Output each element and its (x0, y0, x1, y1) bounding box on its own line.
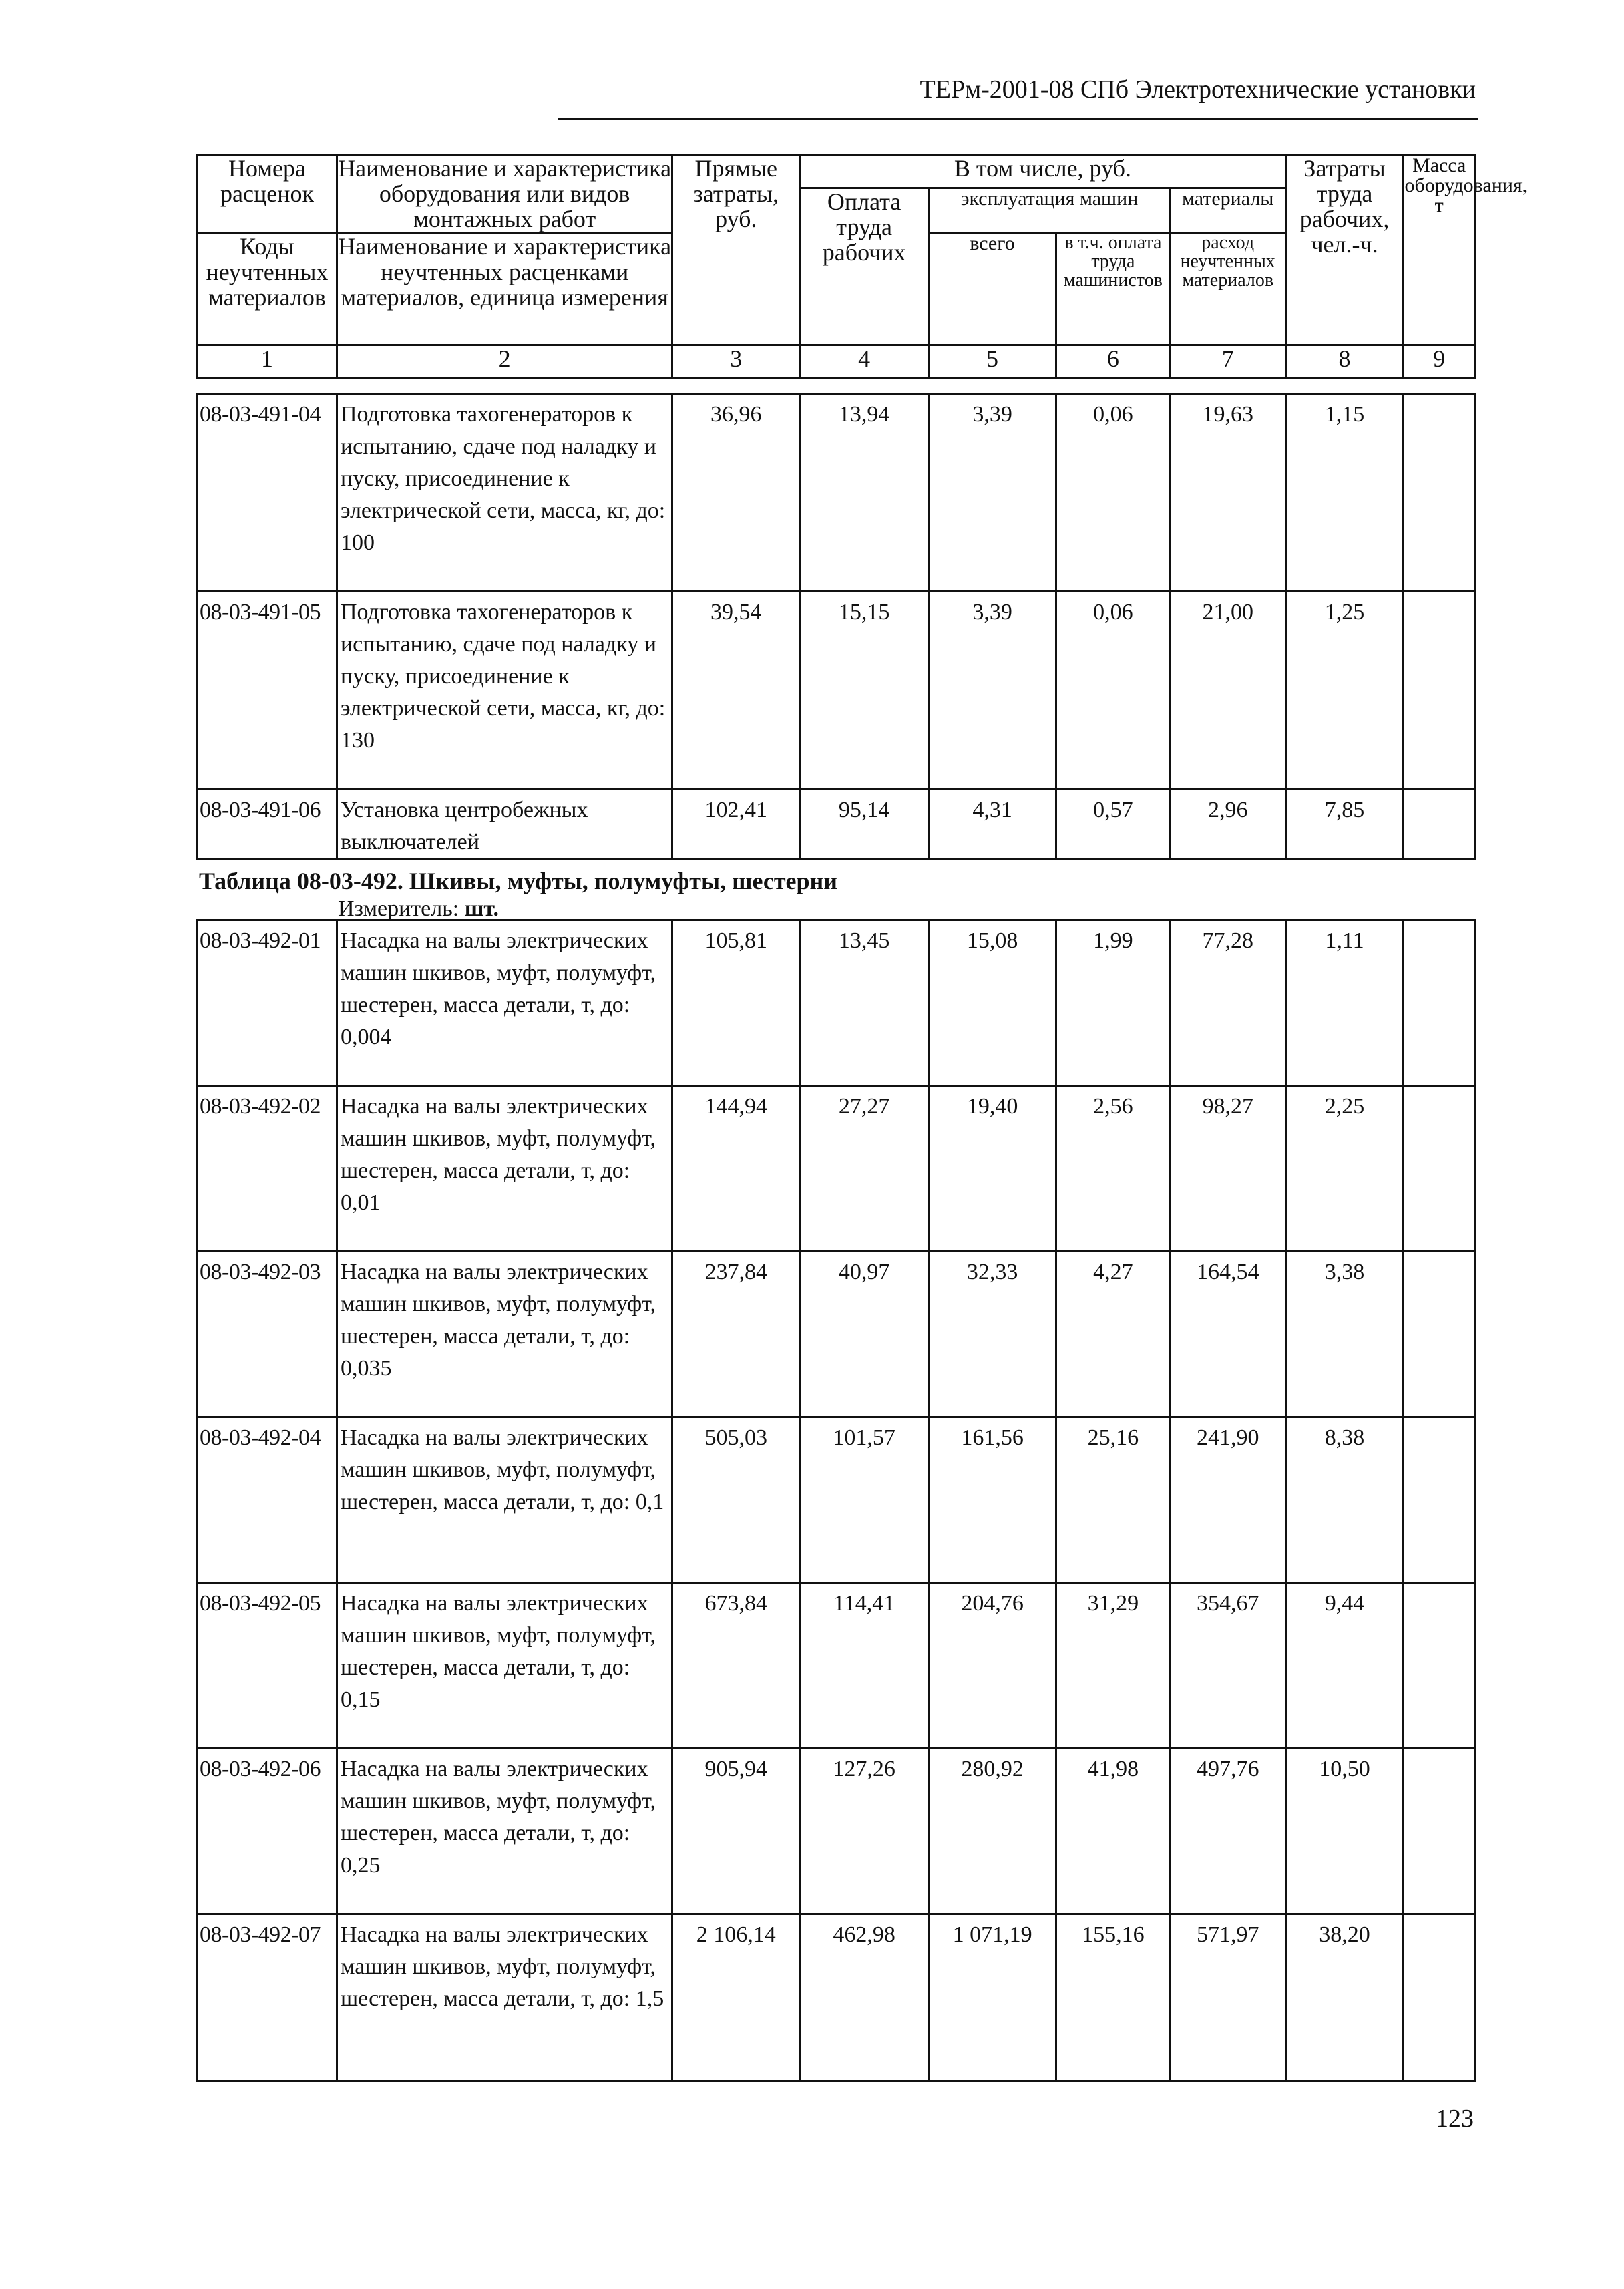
cell-materials: 21,00 (1170, 592, 1285, 789)
cell-machines: 161,56 (929, 1417, 1056, 1583)
cell-direct: 144,94 (672, 1086, 800, 1252)
cell-operators: 2,56 (1056, 1086, 1171, 1252)
col-header-machines-total: всего (929, 233, 1056, 345)
cell-name: Насадка на валы электрических машин шкивов, муфт, полумуфт, шестерен, масса детали, т, до: 0,01 (337, 1086, 672, 1252)
column-number: 7 (1170, 345, 1285, 379)
column-number: 8 (1285, 345, 1404, 379)
cell-machines: 19,40 (929, 1086, 1056, 1252)
cell-hours: 2,25 (1285, 1086, 1404, 1252)
column-number: 1 (198, 345, 337, 379)
table-row (198, 920, 1475, 1086)
cell-direct: 36,96 (672, 394, 800, 592)
cell-mass (1404, 1749, 1475, 1914)
cell-name: Подготовка тахогенераторов к испытанию, сдаче под наладку и пуску, присоединение к электрической сети, масса, кг, до: 130 (337, 592, 672, 789)
cell-hours: 3,38 (1285, 1252, 1404, 1417)
cell-code: 08-03-492-05 (198, 1583, 337, 1749)
column-number: 3 (672, 345, 800, 379)
cell-name: Насадка на валы электрических машин шкивов, муфт, полумуфт, шестерен, масса детали, т, до: 1,5 (337, 1914, 672, 2081)
cell-operators: 0,06 (1056, 592, 1171, 789)
cell-machines: 32,33 (929, 1252, 1056, 1417)
col-header-equipment-mass: Масса оборудования, т (1404, 155, 1475, 345)
col-header-machine-operation: эксплуатация машин (929, 188, 1171, 233)
table-row (198, 1417, 1475, 1583)
cell-materials: 77,28 (1170, 920, 1285, 1086)
cell-labor: 15,15 (800, 592, 929, 789)
cell-labor: 40,97 (800, 1252, 929, 1417)
cell-direct: 905,94 (672, 1749, 800, 1914)
col-header-including: В том числе, руб. (800, 155, 1285, 188)
cell-code: 08-03-492-02 (198, 1086, 337, 1252)
cell-labor: 13,94 (800, 394, 929, 592)
table-caption: Таблица 08-03-492. Шкивы, муфты, полумуфты, шестерни (199, 868, 838, 894)
table-row (198, 1914, 1475, 2081)
cell-materials: 164,54 (1170, 1252, 1285, 1417)
cell-direct: 673,84 (672, 1583, 800, 1749)
col-header-unaccounted-materials: расход неучтенных материалов (1170, 233, 1285, 345)
cell-mass (1404, 920, 1475, 1086)
table-08-03-492 (196, 919, 1476, 2082)
cell-mass (1404, 1252, 1475, 1417)
table-row (198, 1583, 1475, 1749)
table-row (198, 1086, 1475, 1252)
cell-direct: 39,54 (672, 592, 800, 789)
column-number: 6 (1056, 345, 1170, 379)
table-08-03-491 (196, 393, 1476, 860)
cell-materials: 98,27 (1170, 1086, 1285, 1252)
col-header-labor-pay: Оплата труда рабочих (800, 188, 929, 345)
table-row (198, 1252, 1475, 1417)
cell-hours: 10,50 (1285, 1749, 1404, 1914)
col-header-labor-hours: Затраты труда рабочих, чел.-ч. (1285, 155, 1404, 345)
cell-labor: 27,27 (800, 1086, 929, 1252)
table-row (198, 394, 1475, 592)
col-header-operator-pay: в т.ч. оплата труда машинистов (1056, 233, 1170, 345)
cell-code: 08-03-492-03 (198, 1252, 337, 1417)
running-header: ТЕРм-2001-08 СПб Электротехнические установки (920, 75, 1476, 104)
cell-materials: 354,67 (1170, 1583, 1285, 1749)
cell-hours: 9,44 (1285, 1583, 1404, 1749)
table-row (198, 1749, 1475, 1914)
unit-value: шт. (464, 896, 499, 921)
cell-code: 08-03-492-07 (198, 1914, 337, 2081)
cell-hours: 1,11 (1285, 920, 1404, 1086)
cell-hours: 1,15 (1285, 394, 1404, 592)
cell-materials: 571,97 (1170, 1914, 1285, 2081)
cell-code: 08-03-492-01 (198, 920, 337, 1086)
header-rule (558, 118, 1478, 120)
cell-labor: 127,26 (800, 1749, 929, 1914)
cell-operators: 31,29 (1056, 1583, 1171, 1749)
cell-mass (1404, 1914, 1475, 2081)
cell-name: Подготовка тахогенераторов к испытанию, сдаче под наладку и пуску, присоединение к электрической сети, масса, кг, до: 100 (337, 394, 672, 592)
column-header-table (196, 154, 1528, 379)
cell-name: Насадка на валы электрических машин шкивов, муфт, полумуфт, шестерен, масса детали, т, до: 0,1 (337, 1417, 672, 1583)
col-header-material-name: Наименование и характеристика неучтенных расценками материалов, единица измерения (337, 233, 672, 345)
cell-hours: 8,38 (1285, 1417, 1404, 1583)
cell-machines: 280,92 (929, 1749, 1056, 1914)
cell-direct: 105,81 (672, 920, 800, 1086)
table-row (198, 592, 1475, 789)
cell-materials: 19,63 (1170, 394, 1285, 592)
column-number: 2 (337, 345, 672, 379)
cell-direct: 505,03 (672, 1417, 800, 1583)
cell-materials: 2,96 (1170, 789, 1285, 860)
cell-mass (1404, 394, 1475, 592)
cell-name: Насадка на валы электрических машин шкивов, муфт, полумуфт, шестерен, масса детали, т, до: 0,035 (337, 1252, 672, 1417)
col-header-rate-numbers: Номера расценок (198, 155, 337, 233)
cell-name: Насадка на валы электрических машин шкивов, муфт, полумуфт, шестерен, масса детали, т, до: 0,25 (337, 1749, 672, 1914)
cell-direct: 2 106,14 (672, 1914, 800, 2081)
cell-labor: 114,41 (800, 1583, 929, 1749)
cell-code: 08-03-491-05 (198, 592, 337, 789)
cell-code: 08-03-491-06 (198, 789, 337, 860)
cell-operators: 1,99 (1056, 920, 1171, 1086)
cell-machines: 4,31 (929, 789, 1056, 860)
cell-hours: 7,85 (1285, 789, 1404, 860)
cell-hours: 1,25 (1285, 592, 1404, 789)
unit-label: Измеритель: (338, 896, 459, 921)
cell-name: Насадка на валы электрических машин шкивов, муфт, полумуфт, шестерен, масса детали, т, до: 0,15 (337, 1583, 672, 1749)
cell-machines: 3,39 (929, 394, 1056, 592)
cell-mass (1404, 1086, 1475, 1252)
cell-operators: 41,98 (1056, 1749, 1171, 1914)
cell-mass (1404, 1417, 1475, 1583)
cell-labor: 95,14 (800, 789, 929, 860)
cell-operators: 0,57 (1056, 789, 1171, 860)
cell-machines: 15,08 (929, 920, 1056, 1086)
col-header-direct-costs: Прямые затраты, руб. (672, 155, 800, 345)
cell-operators: 0,06 (1056, 394, 1171, 592)
cell-machines: 1 071,19 (929, 1914, 1056, 2081)
cell-materials: 497,76 (1170, 1749, 1285, 1914)
col-header-materials: материалы (1170, 188, 1285, 233)
column-number: 4 (800, 345, 929, 379)
cell-machines: 204,76 (929, 1583, 1056, 1749)
cell-machines: 3,39 (929, 592, 1056, 789)
cell-operators: 4,27 (1056, 1252, 1171, 1417)
cell-labor: 462,98 (800, 1914, 929, 2081)
cell-operators: 155,16 (1056, 1914, 1171, 2081)
page-number: 123 (1436, 2105, 1474, 2133)
cell-name: Насадка на валы электрических машин шкивов, муфт, полумуфт, шестерен, масса детали, т, до: 0,004 (337, 920, 672, 1086)
cell-mass (1404, 789, 1475, 860)
cell-direct: 102,41 (672, 789, 800, 860)
table-row (198, 789, 1475, 860)
cell-mass (1404, 1583, 1475, 1749)
cell-operators: 25,16 (1056, 1417, 1171, 1583)
cell-code: 08-03-492-06 (198, 1749, 337, 1914)
cell-labor: 101,57 (800, 1417, 929, 1583)
cell-labor: 13,45 (800, 920, 929, 1086)
cell-name: Установка центробежных выключателей (337, 789, 672, 860)
cell-direct: 237,84 (672, 1252, 800, 1417)
col-header-material-codes: Коды неучтенных материалов (198, 233, 337, 345)
cell-mass (1404, 592, 1475, 789)
cell-code: 08-03-491-04 (198, 394, 337, 592)
cell-materials: 241,90 (1170, 1417, 1285, 1583)
column-number: 9 (1404, 345, 1475, 379)
unit-of-measure (338, 896, 499, 922)
col-header-work-name: Наименование и характеристика оборудования или видов монтажных работ (338, 155, 672, 232)
cell-hours: 38,20 (1285, 1914, 1404, 2081)
cell-code: 08-03-492-04 (198, 1417, 337, 1583)
column-numbers-row (198, 345, 1475, 379)
column-number: 5 (929, 345, 1056, 379)
